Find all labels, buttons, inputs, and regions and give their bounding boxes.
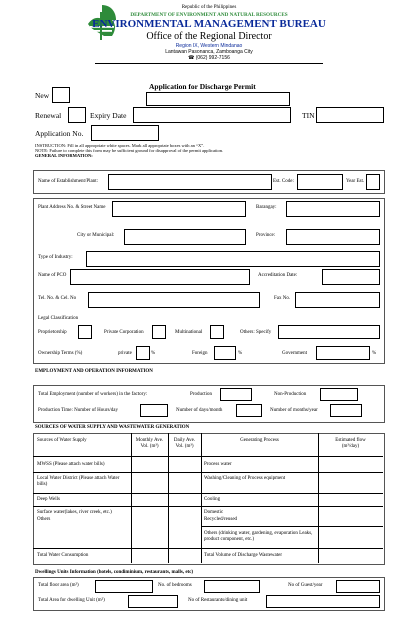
water-col-process: Generating Process (240, 438, 279, 443)
plant-address-field[interactable] (112, 201, 246, 217)
title-field[interactable] (146, 92, 290, 106)
proprietorship-label: Proprietorship (38, 330, 67, 335)
city-label: City or Municipal: (77, 233, 115, 238)
days-field[interactable] (236, 404, 262, 417)
phone-text: ☎ (062) 992-7156 (188, 55, 230, 61)
address-text: Lantawan Pasonanca, Zamboanga City (165, 49, 253, 55)
water-col-flow-a: Estimated flow (335, 438, 366, 443)
est-code-field[interactable] (297, 174, 343, 190)
water-col-monthly-a: Monthly Ave. (135, 438, 164, 443)
water-col-line-1 (131, 433, 132, 563)
water-row-rule (33, 472, 383, 473)
others-field[interactable] (278, 325, 380, 339)
multinational-label: Multinational (175, 330, 203, 335)
instruction-text: INSTRUCTION: Fill in all appropriate white spaces. Mark all appropriate boxes with an “X”. (35, 143, 205, 148)
barangay-label: Barangay: (256, 205, 277, 210)
days-label: Number of days/month (176, 408, 223, 413)
non-production-field[interactable] (320, 388, 358, 401)
government-pct-field[interactable] (316, 346, 370, 360)
water-row-process: Recycled/reused (204, 517, 238, 522)
renewal-label: Renewal (35, 111, 62, 120)
dwelling-area-field[interactable] (128, 595, 178, 608)
production-field[interactable] (220, 388, 252, 401)
water-heading: SOURCES OF WATER SUPPLY AND WASTEWATER GENERATION (35, 425, 190, 430)
guest-label: No of Guest/year (288, 583, 323, 588)
restaurants-label: No of Restaurants/dining unit (188, 598, 248, 603)
water-row-source: Local Water District (Please attach Water bills) (37, 476, 120, 487)
proprietorship-checkbox[interactable] (78, 325, 92, 339)
dwelling-heading: Dwellings Units Information (hotels, condiminium, restaurants, malls, etc) (35, 570, 194, 575)
water-header-rule (33, 456, 383, 457)
water-col-flow-b: (m³/day) (341, 444, 360, 449)
non-production-label: Non-Production (274, 392, 307, 397)
office-title: Office of the Regional Director (146, 31, 272, 42)
water-row-source: Surface water(lakes, river creek, etc.) (37, 510, 112, 515)
dwelling-area-label: Total Area for dwelling Unit (m²) (38, 598, 105, 603)
establishment-field[interactable] (108, 174, 272, 190)
tin-label: TIN (302, 111, 315, 120)
plant-address-label: Plant Address No. & Street Name (38, 205, 106, 210)
foreign-pct-field[interactable] (214, 346, 236, 360)
production-label: Production (190, 392, 212, 397)
new-checkbox[interactable] (52, 87, 70, 103)
private-corp-label: Private Corporation (104, 330, 144, 335)
barangay-field[interactable] (286, 201, 380, 217)
bureau-title: ENVIRONMENTAL MANAGEMENT BUREAU (92, 18, 326, 30)
fax-label: Fax No. (274, 296, 291, 301)
water-row-process: Others (drinking water, gardening, evaporation Leaks, product component, etc.) (204, 531, 313, 542)
total-consumption-label: Total Water Consumption (37, 553, 89, 558)
production-time-label: Production Time: Number of Hours/day (38, 408, 118, 413)
republic-text: Republic of the Philippines (181, 5, 237, 10)
water-col-daily-b: Vol. (m³) (175, 444, 194, 449)
appno-field[interactable] (91, 125, 159, 141)
water-row-rule (201, 526, 383, 527)
expiry-label: Expiry Date (90, 111, 127, 120)
year-est-label: Year Est. (346, 179, 365, 184)
province-label: Province: (256, 233, 276, 238)
establishment-label: Name of Establishment/Plant: (38, 179, 98, 184)
government-label: Government (282, 351, 307, 356)
ownership-label: Ownership Terms (%) (38, 351, 83, 356)
industry-field[interactable] (86, 251, 380, 267)
tel-label: Tel. No. & Cel. No (38, 296, 77, 301)
water-col-daily-a: Daily Ave. (173, 438, 196, 443)
water-col-line-4 (318, 433, 319, 563)
water-row-rule (33, 506, 383, 507)
others-label: Others: Specify (240, 330, 272, 335)
total-discharge-label: Total Volume of Discharge Wastewater (204, 553, 283, 558)
floor-area-field[interactable] (95, 580, 153, 593)
fax-field[interactable] (295, 292, 380, 308)
industry-label: Type of Industry: (38, 255, 73, 260)
pco-label: Name of PCO (38, 273, 67, 278)
general-info-heading: GENERAL INFORMATION: (35, 153, 93, 158)
multinational-checkbox[interactable] (210, 325, 224, 339)
floor-area-label: Total floor area (m²) (38, 583, 79, 588)
months-label: Number of months/year (270, 408, 318, 413)
form-title: Application for Discharge Permit (149, 82, 256, 91)
water-row-process: Cooling (204, 497, 221, 502)
province-field[interactable] (286, 229, 380, 245)
water-row-process: Washing/Cleaning of Process equipment (204, 476, 286, 481)
tin-field[interactable] (316, 107, 384, 123)
tel-field[interactable] (88, 292, 260, 308)
private-pct-field[interactable] (136, 346, 150, 360)
water-row-source: MWSS (Please attach water bills) (37, 462, 105, 467)
accreditation-label: Accreditation Date: (258, 273, 298, 278)
bedrooms-label: No. of bedrooms (158, 583, 192, 588)
water-col-monthly-b: Vol. (m³) (140, 444, 159, 449)
water-col-line-2 (168, 433, 169, 563)
employment-heading: EMPLOYMENT AND OPERATION INFORMATION (35, 369, 153, 374)
pco-field[interactable] (70, 269, 250, 285)
new-label: New (35, 91, 50, 100)
private-label: private (118, 351, 132, 356)
department-text: DEPARTMENT OF ENVIRONMENT AND NATURAL RESOURCES (130, 12, 288, 18)
city-field[interactable] (124, 229, 246, 245)
government-pct-sign: % (372, 351, 377, 356)
total-employment-label: Total Employment (number of workers) in the factory: (38, 392, 148, 397)
foreign-label: Foreign (192, 351, 208, 356)
legal-label: Legal Classification (38, 316, 79, 321)
private-corp-checkbox[interactable] (152, 325, 166, 339)
water-row-process: Process water (204, 462, 232, 467)
water-col-line-3 (201, 433, 202, 563)
renewal-checkbox[interactable] (68, 107, 86, 123)
note-text: NOTE: Failure to complete this form may be sufficient ground for disapproval of the permit application. (35, 148, 224, 153)
water-row-source: Others (37, 517, 51, 522)
appno-label: Application No. (35, 129, 84, 138)
water-total-rule (33, 548, 383, 549)
water-col-source: Sources of Water Supply (37, 438, 87, 443)
water-row-rule (33, 493, 383, 494)
foreign-pct-sign: % (238, 351, 243, 356)
year-est-field[interactable] (366, 174, 380, 190)
bedrooms-field[interactable] (204, 580, 260, 593)
water-row-source: Deep Wells (37, 497, 60, 502)
hours-field[interactable] (140, 404, 168, 417)
accreditation-field[interactable] (322, 269, 380, 285)
expiry-date-field[interactable] (133, 107, 291, 123)
est-code-label: Est. Code: (273, 179, 294, 184)
region-text: Region IX, Western Mindanao (175, 43, 243, 49)
water-row-process: Domestic (204, 510, 224, 515)
restaurants-field[interactable] (266, 595, 380, 608)
private-pct-sign: % (151, 351, 156, 356)
header-rule (95, 63, 323, 64)
guest-field[interactable] (336, 580, 380, 593)
months-field[interactable] (330, 404, 362, 417)
